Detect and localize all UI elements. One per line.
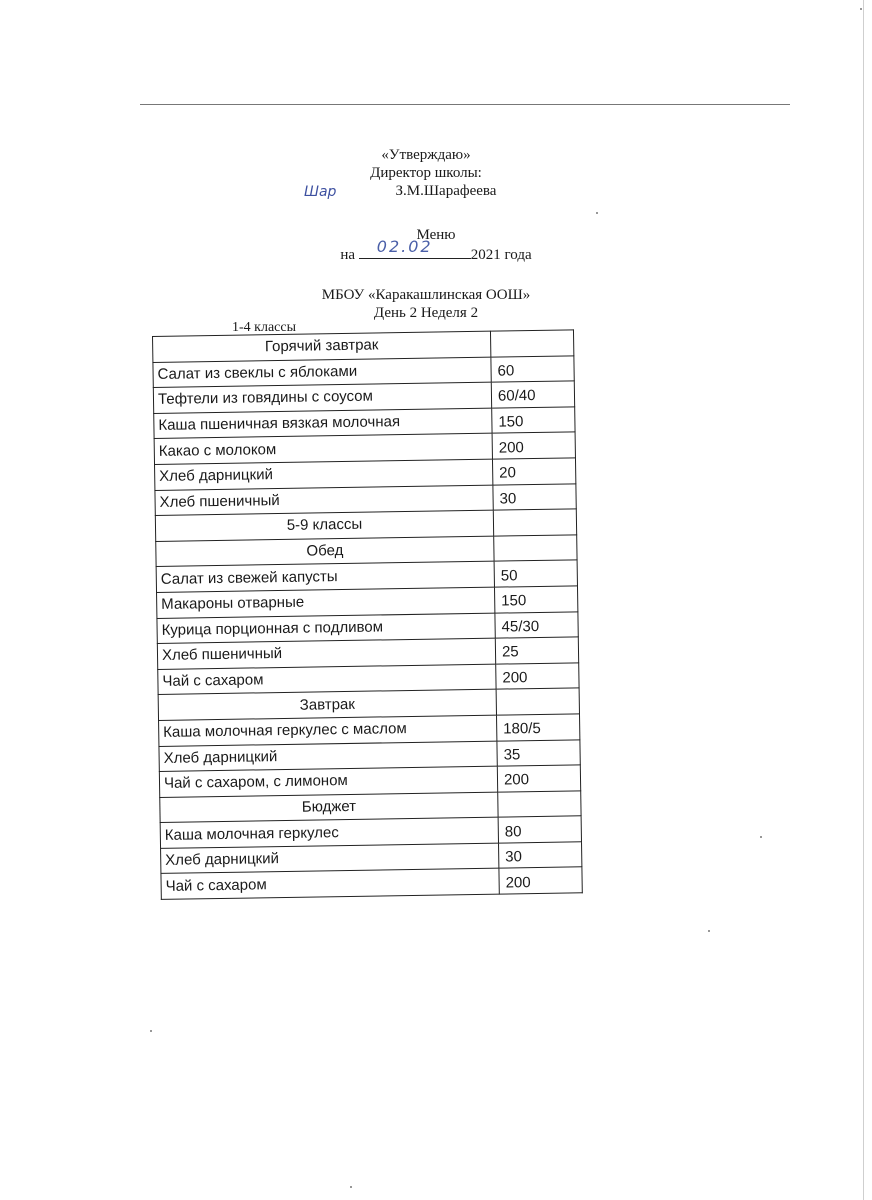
portion-size [494,535,577,562]
dish-name: Хлеб пшеничный [157,638,495,669]
portion-size [496,688,579,715]
date-prefix: на [340,247,356,263]
scan-edge [863,0,864,1200]
approval-block [0,146,862,200]
portion-size: 200 [499,867,582,894]
director-name: З.М.Шарафеева [395,183,497,199]
dish-name: Макароны отварные [157,587,495,618]
dish-name: Чай с сахаром [158,664,496,695]
scan-border-line [140,104,790,105]
handwritten-date: 02.02 [376,237,433,256]
dish-name: Хлеб дарницкий [159,741,497,772]
dish-name: Салат из свеклы с яблоками [153,357,491,388]
portion-size: 35 [497,739,580,766]
dish-name: Чай с сахаром [161,869,499,900]
dish-name: Каша пшеничная вязкая молочная [154,408,492,439]
portion-size: 30 [493,483,576,510]
org-heading [0,286,862,322]
portion-size: 20 [492,458,575,485]
portion-size: 60 [491,355,574,382]
dish-name: Какао с молоком [154,434,492,465]
portion-size: 180/5 [496,714,579,741]
dish-name: Хлеб пшеничный [155,485,493,516]
menu-item-row [161,867,582,899]
portion-size: 200 [497,765,580,792]
date-blank [359,237,471,259]
portion-size: 150 [494,586,577,613]
portion-size: 200 [492,432,575,459]
menu-title: Меню [416,227,456,243]
dish-name: Каша молочная геркулес с маслом [159,715,497,746]
dish-name: Салат из свежей капусты [156,561,494,592]
portion-size [493,509,576,536]
dish-name: Курица порционная с подливом [157,613,495,644]
dish-name: Тефтели из говядины с соусом [153,382,491,413]
portion-size: 60/40 [491,381,574,408]
section-title: Горячий завтрак [153,331,491,362]
dish-name: Хлеб дарницкий [155,459,493,490]
school-name: МБОУ «Каракашлинская ООШ» [321,287,531,303]
menu-table [152,329,583,900]
portion-size: 45/30 [495,611,578,638]
grade-label: 1-4 классы [232,320,296,335]
day-week: День 2 Неделя 2 [373,305,479,321]
portion-size: 200 [496,663,579,690]
portion-size [498,791,581,818]
section-title: Завтрак [158,689,496,720]
director-signature: Шар [304,184,337,200]
dish-name: Каша молочная геркулес [160,817,498,848]
portion-size: 25 [495,637,578,664]
portion-size: 50 [494,560,577,587]
director-label: Директор школы: [370,165,482,181]
date-suffix: 2021 года [470,247,532,263]
menu-heading [0,226,872,264]
dish-name: Хлеб дарницкий [161,843,499,874]
dish-name: Чай с сахаром, с лимоном [159,766,497,797]
portion-size: 30 [499,842,582,869]
portion-size [490,330,573,357]
approval-title: «Утверждаю» [381,147,471,163]
portion-size: 150 [492,407,575,434]
menu-date [0,237,872,264]
menu-table-body [153,330,583,900]
section-title: 5-9 классы [155,510,493,541]
section-title: Бюджет [160,792,498,823]
section-title: Обед [156,536,494,567]
portion-size: 80 [498,816,581,843]
